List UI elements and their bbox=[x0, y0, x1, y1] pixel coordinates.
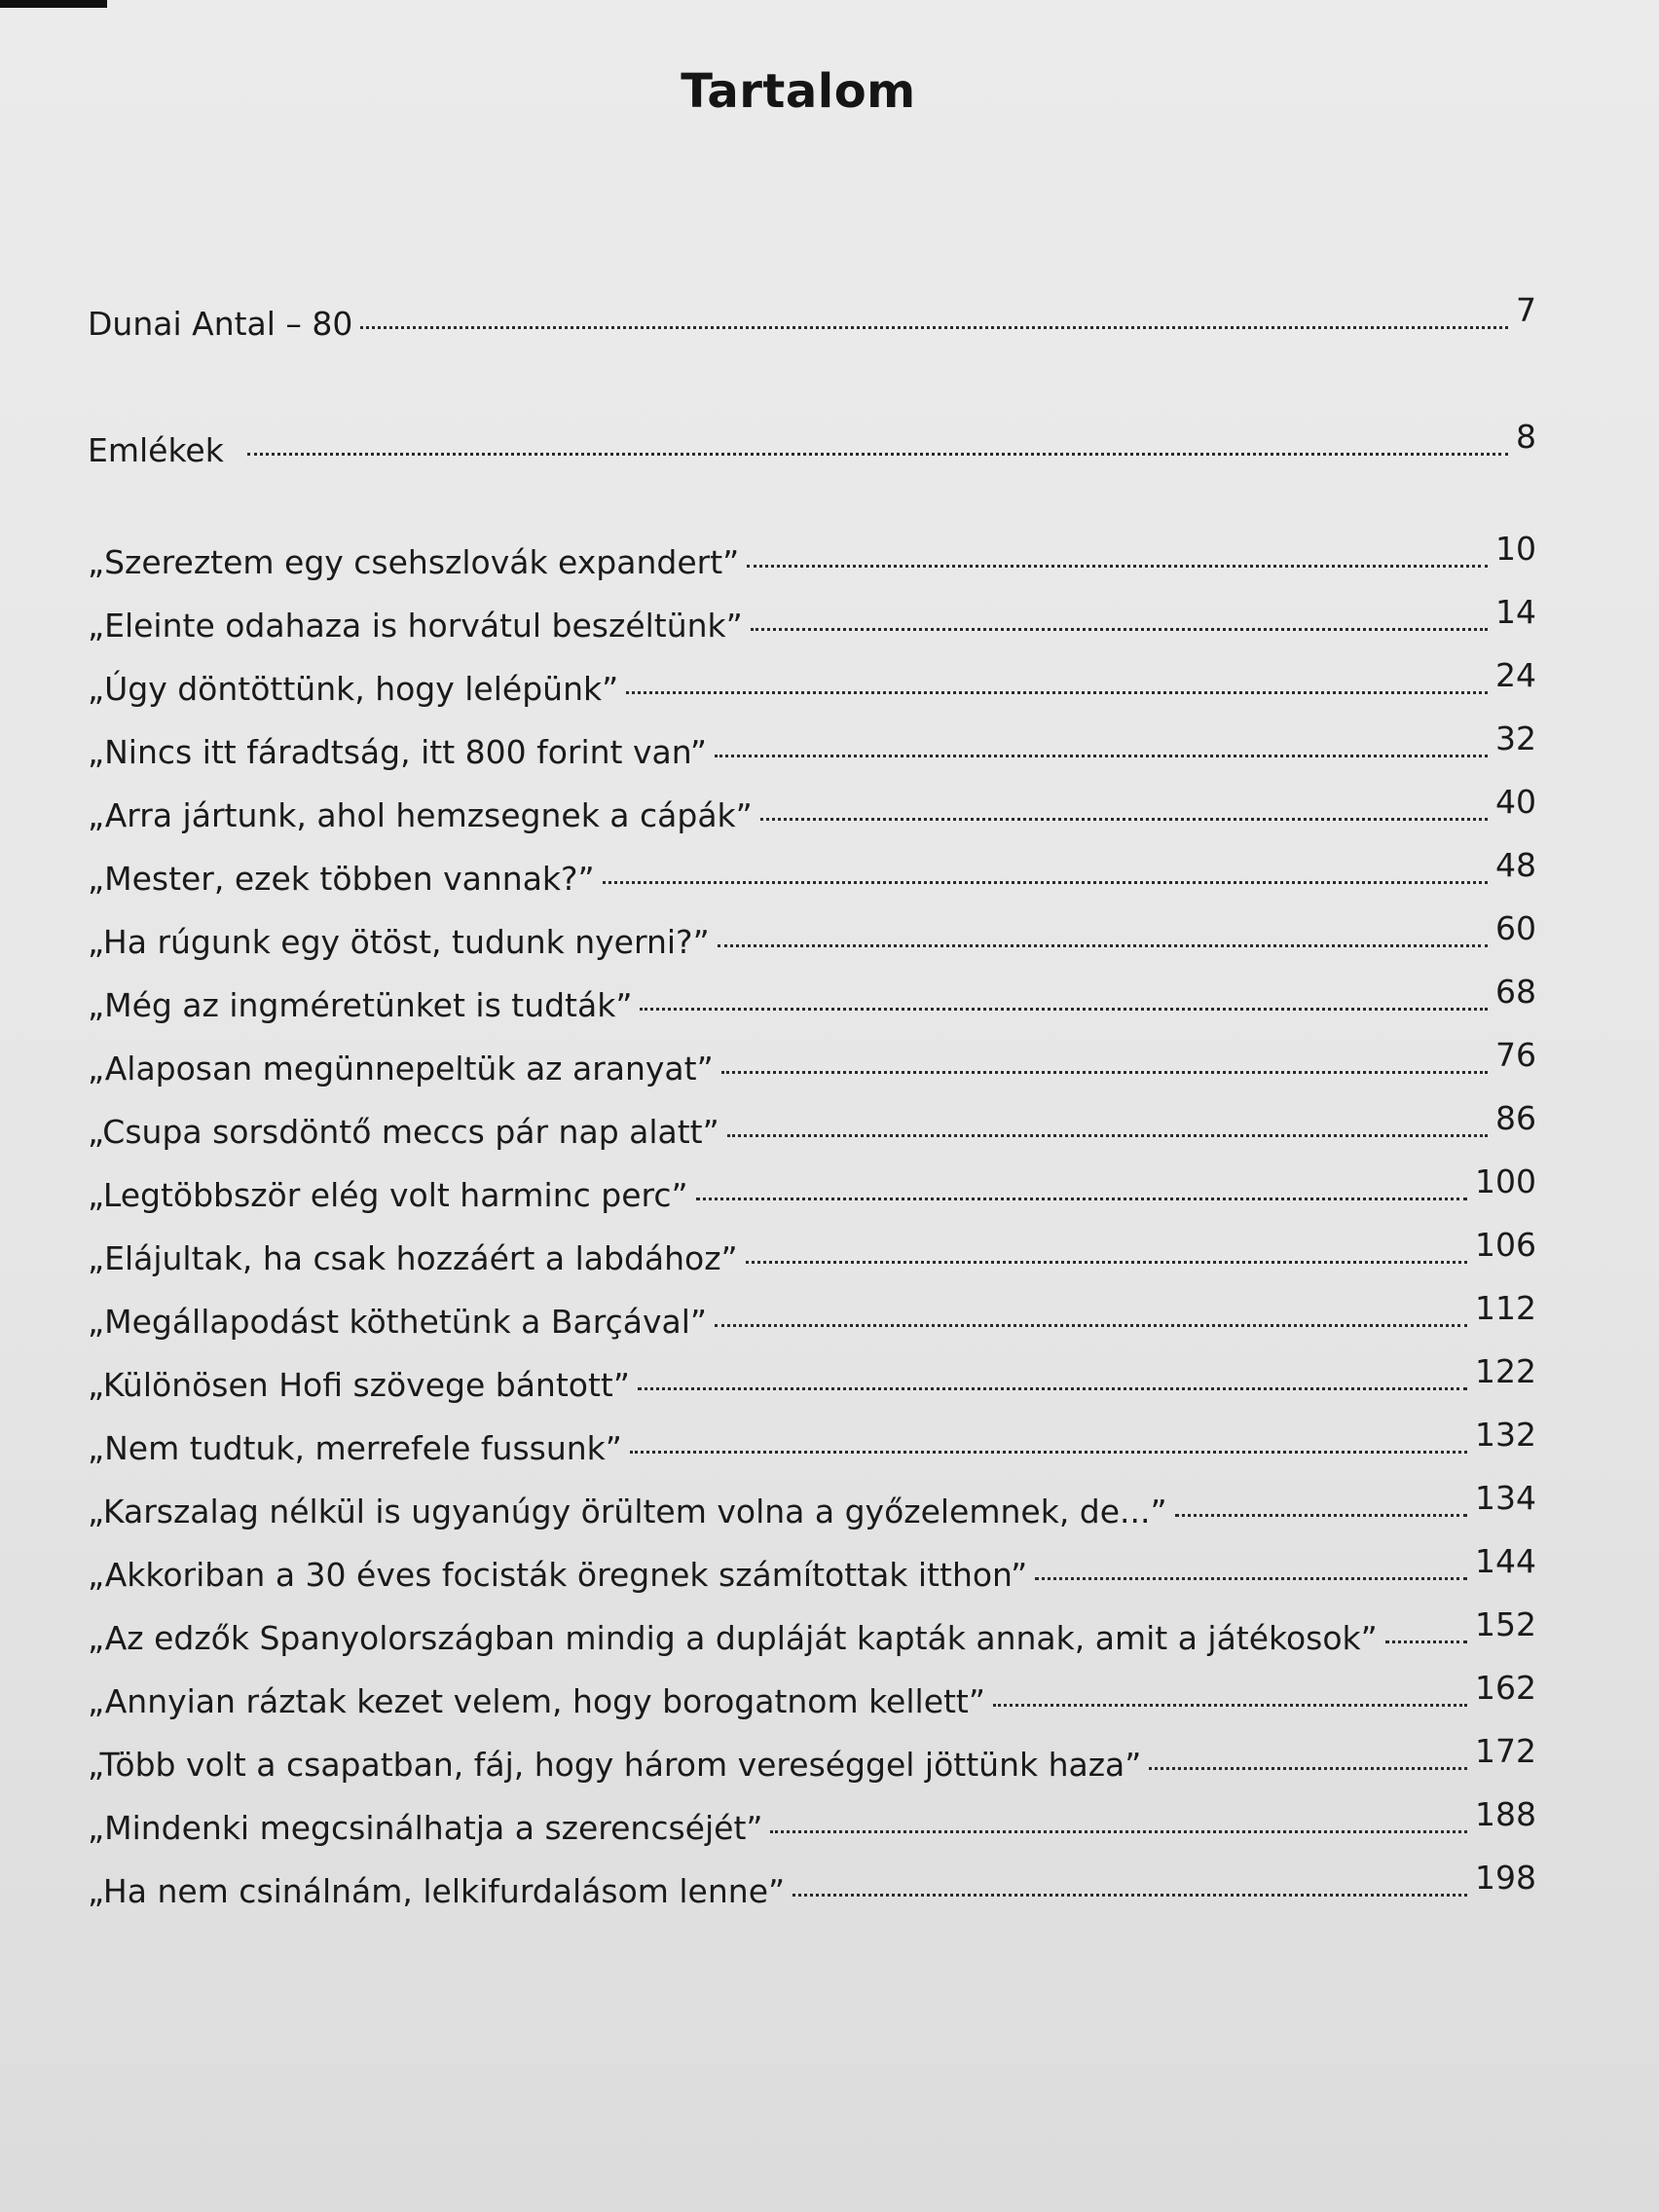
page-title: Tartalom bbox=[681, 64, 916, 119]
dot-leader bbox=[603, 881, 1488, 884]
toc-entry-label: „Akkoriban a 30 éves focisták öregnek számítottak itthon” bbox=[88, 1556, 1028, 1594]
corner-mark bbox=[0, 0, 107, 8]
toc-entry bbox=[88, 784, 1536, 847]
toc-entry bbox=[88, 1860, 1536, 1923]
toc-entry-label: „Csupa sorsdöntő meccs pár nap alatt” bbox=[88, 1113, 719, 1151]
toc-page-number: 122 bbox=[1475, 1352, 1536, 1390]
toc-entry bbox=[88, 657, 1536, 720]
toc-entry-label: „Ha nem csinálnám, lelkifurdalásom lenne” bbox=[88, 1872, 786, 1910]
toc-entry-label: „Legtöbbször elég volt harminc perc” bbox=[88, 1176, 688, 1214]
toc-page-number: 86 bbox=[1495, 1099, 1536, 1137]
dot-leader bbox=[715, 755, 1488, 757]
toc-page-number: 40 bbox=[1495, 783, 1536, 821]
toc-page-number: 172 bbox=[1475, 1732, 1536, 1770]
toc-entry-label: „Még az ingméretünket is tudták” bbox=[88, 986, 633, 1024]
dot-leader bbox=[747, 565, 1488, 568]
toc-entry-label: „Arra jártunk, ahol hemzsegnek a cápák” bbox=[88, 796, 753, 834]
dot-leader bbox=[721, 1071, 1488, 1074]
dot-leader bbox=[718, 944, 1488, 947]
toc-entry bbox=[88, 1733, 1536, 1796]
dot-leader bbox=[360, 326, 1508, 329]
dot-leader bbox=[727, 1134, 1488, 1137]
toc-entry-label: „Elájultak, ha csak hozzáért a labdához” bbox=[88, 1239, 738, 1277]
toc-page-number: 48 bbox=[1495, 846, 1536, 884]
toc-page-number: 100 bbox=[1475, 1162, 1536, 1200]
toc-page-number: 144 bbox=[1475, 1542, 1536, 1580]
toc-page-number: 188 bbox=[1475, 1795, 1536, 1833]
toc-page-number: 198 bbox=[1475, 1859, 1536, 1897]
toc-page-number: 10 bbox=[1495, 530, 1536, 568]
toc-entry bbox=[88, 847, 1536, 910]
toc-page-number: 152 bbox=[1475, 1605, 1536, 1643]
dot-leader bbox=[1385, 1641, 1467, 1643]
toc-entry-label: „Több volt a csapatban, fáj, hogy három vereséggel jöttünk haza” bbox=[88, 1746, 1142, 1784]
toc-entry bbox=[88, 1290, 1536, 1353]
toc-entry bbox=[88, 1543, 1536, 1606]
toc-entry bbox=[88, 1037, 1536, 1100]
toc-entry bbox=[88, 1353, 1536, 1417]
dot-leader bbox=[630, 1451, 1467, 1454]
toc-entry bbox=[88, 1227, 1536, 1290]
toc-entry bbox=[88, 594, 1536, 657]
toc-page-number: 112 bbox=[1475, 1289, 1536, 1327]
toc-entry-label: „Mester, ezek többen vannak?” bbox=[88, 860, 595, 898]
dot-leader bbox=[793, 1894, 1467, 1897]
toc-entry-label: Emlékek bbox=[88, 431, 224, 469]
spacer bbox=[88, 482, 1536, 531]
toc-page-number: 106 bbox=[1475, 1226, 1536, 1264]
dot-leader bbox=[247, 453, 1508, 456]
toc-entry bbox=[88, 974, 1536, 1037]
toc-entry-label: „Megállapodást köthetünk a Barçával” bbox=[88, 1303, 707, 1341]
toc-page-number: 14 bbox=[1495, 593, 1536, 631]
table-of-contents bbox=[88, 292, 1536, 1923]
toc-entry-label: „Szereztem egy csehszlovák expandert” bbox=[88, 543, 740, 581]
toc-entry bbox=[88, 1670, 1536, 1733]
toc-entry-label: „Karszalag nélkül is ugyanúgy örültem volna a győzelemnek, de...” bbox=[88, 1493, 1167, 1530]
toc-page-number: 24 bbox=[1495, 656, 1536, 694]
toc-entry bbox=[88, 531, 1536, 594]
toc-entry bbox=[88, 292, 1536, 355]
dot-leader bbox=[640, 1008, 1488, 1011]
toc-entry bbox=[88, 720, 1536, 784]
toc-page-number: 162 bbox=[1475, 1669, 1536, 1707]
dot-leader bbox=[760, 818, 1488, 821]
dot-leader bbox=[626, 691, 1488, 694]
toc-page-number: 68 bbox=[1495, 973, 1536, 1011]
toc-entry bbox=[88, 419, 1536, 482]
dot-leader bbox=[770, 1830, 1467, 1833]
toc-entry-label: „Annyian ráztak kezet velem, hogy borogatnom kellett” bbox=[88, 1682, 985, 1720]
toc-page-number: 132 bbox=[1475, 1416, 1536, 1454]
toc-page-number: 60 bbox=[1495, 909, 1536, 947]
toc-entry bbox=[88, 910, 1536, 974]
toc-page-number: 32 bbox=[1495, 719, 1536, 757]
dot-leader bbox=[1175, 1514, 1467, 1517]
spacer bbox=[88, 355, 1536, 419]
toc-entry bbox=[88, 1417, 1536, 1480]
dot-leader bbox=[1149, 1767, 1467, 1770]
dot-leader bbox=[746, 1261, 1467, 1264]
toc-entry-label: „Az edzők Spanyolországban mindig a dupláját kapták annak, amit a játékosok” bbox=[88, 1619, 1378, 1657]
toc-entry-label: „Úgy döntöttünk, hogy lelépünk” bbox=[88, 670, 619, 708]
dot-leader bbox=[1035, 1577, 1467, 1580]
dot-leader bbox=[696, 1198, 1467, 1200]
toc-page-number: 8 bbox=[1516, 418, 1536, 456]
toc-page-number: 76 bbox=[1495, 1036, 1536, 1074]
toc-entry bbox=[88, 1480, 1536, 1543]
toc-entry-label: „Nincs itt fáradtság, itt 800 forint van” bbox=[88, 733, 707, 771]
toc-entry bbox=[88, 1796, 1536, 1860]
dot-leader bbox=[715, 1324, 1467, 1327]
toc-entry-label: „Különösen Hofi szövege bántott” bbox=[88, 1366, 630, 1404]
toc-entry-label: „Mindenki megcsinálhatja a szerencséjét” bbox=[88, 1809, 763, 1847]
toc-page-number: 7 bbox=[1516, 291, 1536, 329]
dot-leader bbox=[751, 628, 1488, 631]
toc-entry-label: „Ha rúgunk egy ötöst, tudunk nyerni?” bbox=[88, 923, 710, 961]
toc-entry bbox=[88, 1100, 1536, 1163]
toc-page-number: 134 bbox=[1475, 1479, 1536, 1517]
dot-leader bbox=[638, 1387, 1467, 1390]
toc-entry bbox=[88, 1163, 1536, 1227]
toc-entry-label: „Alaposan megünnepeltük az aranyat” bbox=[88, 1050, 714, 1088]
toc-entry bbox=[88, 1606, 1536, 1670]
toc-entry-label: „Nem tudtuk, merrefele fussunk” bbox=[88, 1429, 622, 1467]
toc-entry-label: „Eleinte odahaza is horvátul beszéltünk” bbox=[88, 607, 743, 645]
toc-entry-label: Dunai Antal – 80 bbox=[88, 305, 353, 343]
dot-leader bbox=[993, 1704, 1467, 1707]
